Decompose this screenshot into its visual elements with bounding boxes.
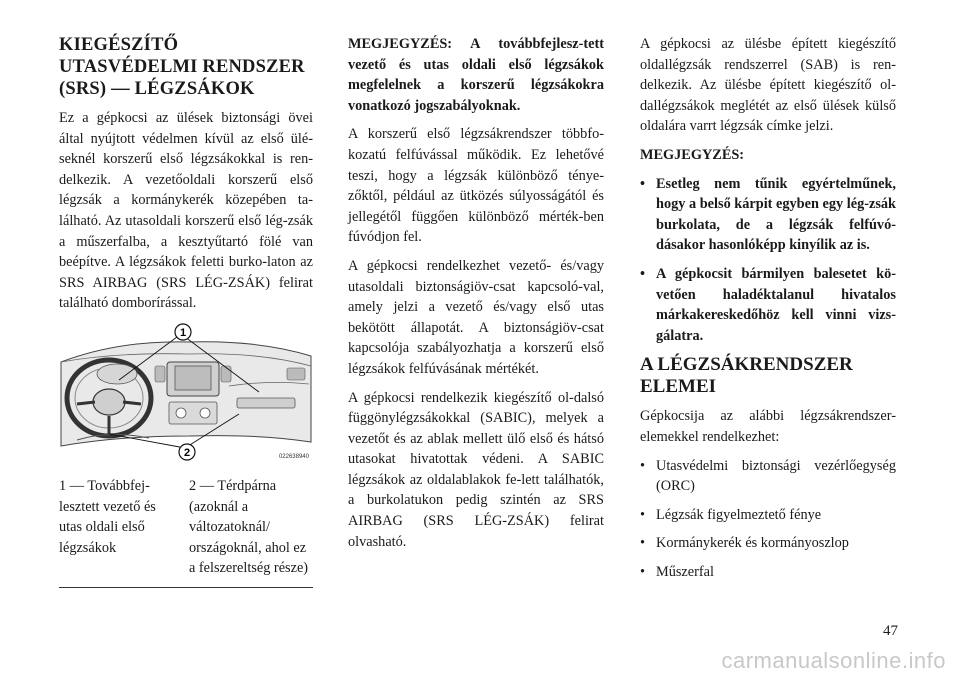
- page-number: 47: [883, 623, 898, 639]
- caption-divider: [59, 587, 313, 588]
- component-list: [640, 456, 896, 583]
- callout-1-label: 1: [179, 327, 187, 339]
- caption-item-1: 1 — Továbbfej-lesztett vezető és utas oldali első légzsákok: [59, 478, 156, 556]
- paragraph: A gépkocsi rendelkezhet vezető- és/vagy utasoldali biztonságiöv-csat kapcsoló-val, amely jelzi a vezető és/vagy első utas bekötött állapotát. A biztonságiöv-csat kapcsolója szabályozhatja a korszerű első légzsákok felfúvásának mértékét.: [348, 257, 604, 377]
- subsection-heading: A LÉGZSÁKRENDSZER ELEMEI: [640, 354, 853, 398]
- note-item: • A gépkocsit bármilyen balesetet kö-vetően haladéktalanul hivatalos márkakereskedőhöz kell vinni vizs-gálatra.: [640, 264, 896, 346]
- paragraph: Gépkocsija az alábbi légzsákrendszer-elemekkel rendelkezhet:: [640, 408, 896, 445]
- note-paragraph: MEGJEGYZÉS: A továbbfejlesz-tett vezető és utas oldali első légzsákok megfelelnek a korszerű légzsákokra vonatkozó jogszabályoknak.: [348, 36, 604, 114]
- figure-code: 022638940: [278, 454, 309, 460]
- note-list: [640, 174, 896, 347]
- right-column: [640, 34, 896, 590]
- left-column: [59, 34, 313, 322]
- list-item: • Kormánykerék és kormányoszlop: [640, 533, 896, 554]
- list-item: • Műszerfal: [640, 562, 896, 583]
- note-item: • Esetleg nem tűnik egyértelműnek, hogy a belső kárpit egyben egy lég-zsák burkolata, de a légzsák felfúvó-dásakor hasonlóképp kinyílik az is.: [640, 174, 896, 256]
- callout-2-label: 2: [183, 447, 191, 459]
- caption-item-2: 2 — Térdpárna (azoknál a változatoknál/ országoknál, ahol ez a felszereltség része): [189, 478, 309, 577]
- list-item: • Utasvédelmi biztonsági vezérlőegység (ORC): [640, 456, 896, 497]
- note-label: MEGJEGYZÉS:: [640, 146, 745, 163]
- watermark: carmanualsonline.info: [721, 648, 946, 673]
- middle-column: [348, 34, 604, 560]
- dashboard-figure: [59, 322, 313, 464]
- paragraph: A gépkocsi rendelkezik kiegészítő ol-dalsó függönylégzsákokkal (SABIC), melyek a vezetőt és az ablak mellett ülő első és hátsó utasokat hivatottak védeni. A SABIC légzsákok az oldalablakok fe-lett találhatók, a burkolatukon pedig szintén az SRS AIRBAG (SRS LÉG-ZSÁK) felirat olvasható.: [348, 389, 604, 550]
- dashboard-illustration: [59, 322, 313, 464]
- intro-paragraph: Ez a gépkocsi az ülések biztonsági övei által nyújtott védelmen kívül az első ülé-seknél korszerű első légzsákokkal is ren-delkezik. A vezetőoldali korszerű első légzsák a kormánykerék közepében ta-lálható. Az utasoldali korszerű első lég-zsák a műszerfalba, a kesztyűtartó fölé van beépítve. A légzsákok feletti burko-laton az SRS AIRBAG (SRS LÉG-ZSÁK) felirat található domborírással.: [59, 110, 313, 312]
- section-heading: KIEGÉSZÍTŐ UTASVÉDELMI RENDSZER (SRS) — LÉGZSÁKOK: [59, 35, 305, 99]
- paragraph: A gépkocsi az ülésbe épített kiegészítő oldallégzsák rendszerrel (SAB) is ren-delkezik. Az ülésbe épített kiegészítő ol-dallégzsákok meglétét az első ülések külső oldalára varrt légzsák címke jelzi.: [640, 36, 896, 135]
- paragraph: A korszerű első légzsákrendszer többfo-kozatú felfúvással működik. Ez lehetővé teszi, hogy a légzsák különböző ténye-zőktől, például az ütközés súlyosságától és jellegétől függően különböző mérték-ben fúvódjon fel.: [348, 126, 604, 246]
- list-item: • Légzsák figyelmeztető fénye: [640, 505, 896, 526]
